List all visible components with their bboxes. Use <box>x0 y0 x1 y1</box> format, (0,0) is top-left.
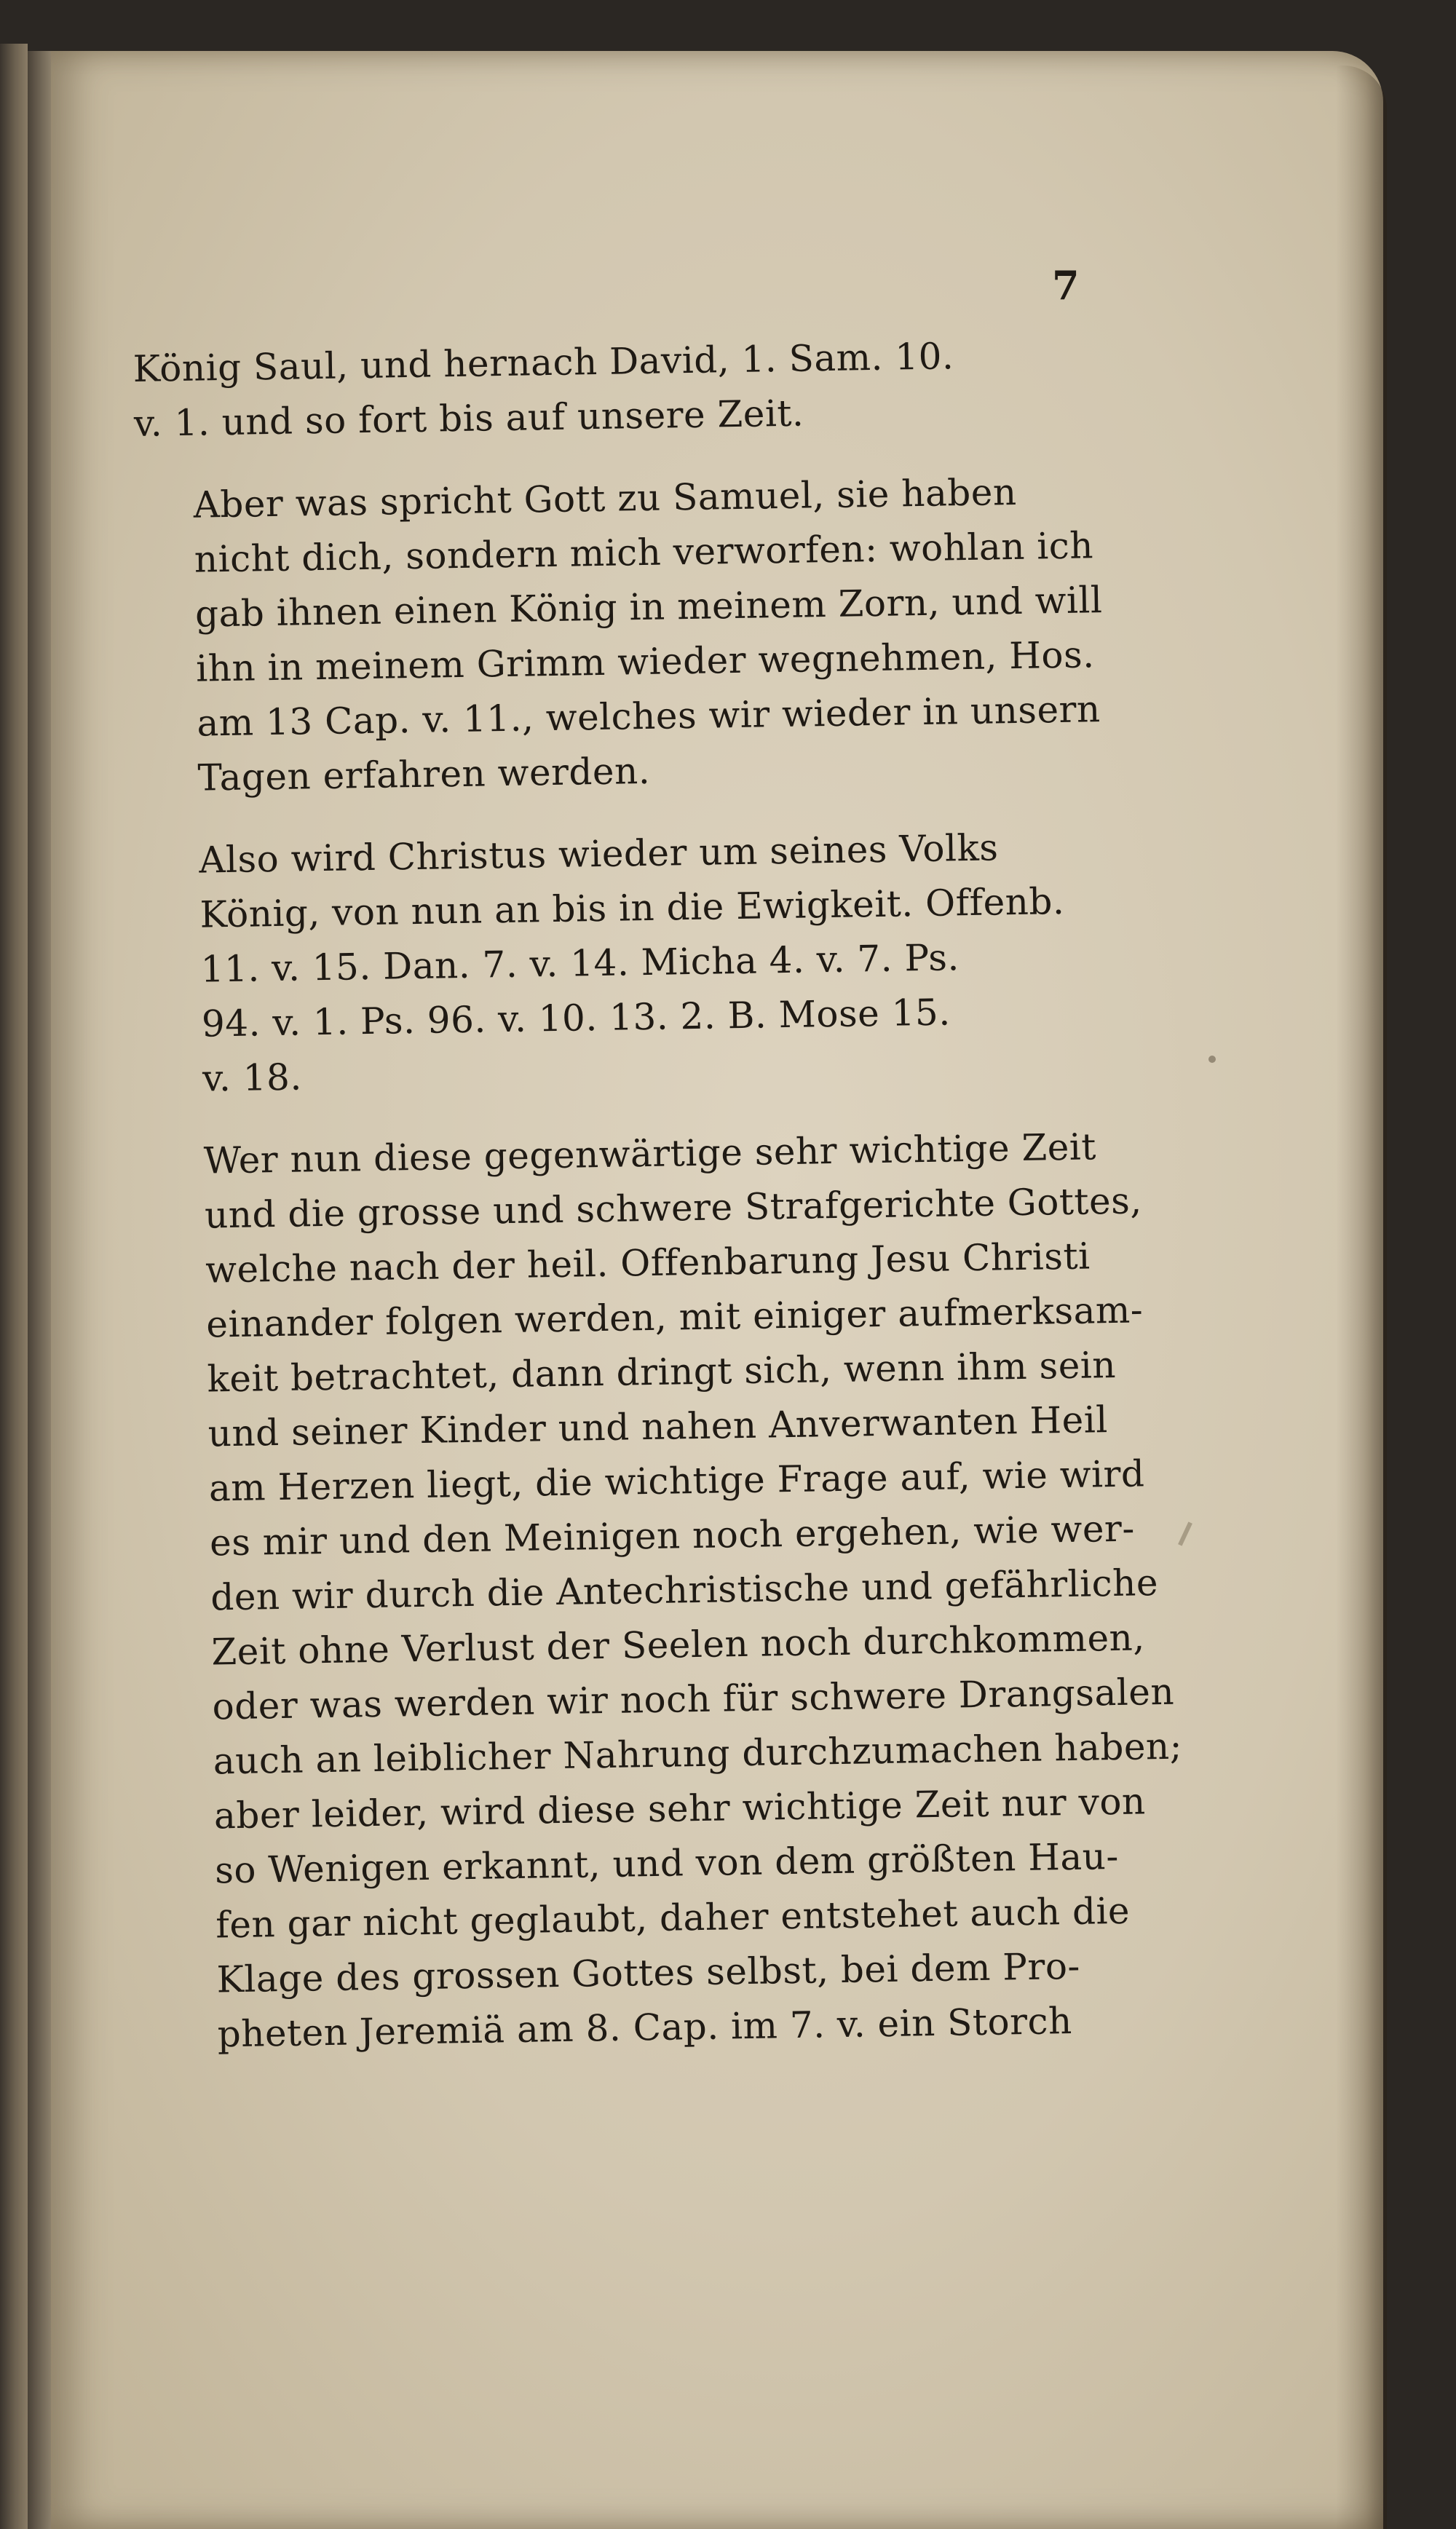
paragraph-3 <box>141 818 1164 1107</box>
page-number: 7 <box>1052 262 1080 309</box>
page-edge-shadow <box>1336 66 1387 2529</box>
text-line: gab ihnen einen König in meinem Zorn, und will <box>194 579 1103 636</box>
text-line: keit betrachtet, dann dringt sich, wenn ihm sein <box>207 1343 1117 1401</box>
text-line: fen gar nicht geglaubt, daher entstehet auch die <box>215 1889 1131 1947</box>
text-line: und die grosse und schwere Strafgerichte Gottes, <box>204 1179 1143 1237</box>
text-line: oder was werden wir noch für schwere Drangsalen <box>212 1670 1175 1728</box>
text-line: v. 1. und so fort bis auf unsere Zeit. <box>133 392 804 445</box>
text-line: Wer nun diese gegenwärtige sehr wichtige Zeit <box>203 1125 1097 1182</box>
text-line: am 13 Cap. v. 11., welches wir wieder in unsern <box>196 688 1101 745</box>
text-line: aber leider, wird diese sehr wichtige Zeit nur von <box>213 1780 1147 1837</box>
text-line: den wir durch die Antechristische und gefährliche <box>210 1562 1159 1619</box>
text-line: ihn in meinem Grimm wieder wegnehmen, Hos. <box>195 633 1095 690</box>
text-line: Zeit ohne Verlust der Seelen noch durchkommen, <box>211 1616 1146 1674</box>
ink-speck <box>1208 1056 1216 1063</box>
text-line: König Saul, und hernach David, 1. Sam. 10. <box>132 335 954 390</box>
text-line: Klage des grossen Gottes selbst, bei dem Pro- <box>216 1944 1081 2001</box>
text-line: Aber was spricht Gott zu Samuel, sie haben <box>193 470 1018 526</box>
text-line: König, von nun an bis in die Ewigkeit. Offenb. <box>199 879 1065 936</box>
text-line: Also wird Christus wieder um seines Volks <box>198 826 999 882</box>
text-line: und seiner Kinder und nahen Anverwanten Heil <box>207 1398 1109 1455</box>
left-page-edge <box>0 44 28 2529</box>
paragraph-1 <box>132 326 1153 451</box>
text-line: 11. v. 15. Dan. 7. v. 14. Micha 4. v. 7. Ps. <box>200 936 960 991</box>
text-line: es mir und den Meinigen noch ergehen, wie wer- <box>209 1507 1136 1564</box>
text-line: pheten Jeremiä am 8. Cap. im 7. v. ein Storch <box>217 2000 1073 2056</box>
text-line: am Herzen liegt, die wichtige Frage auf, wie wird <box>208 1452 1145 1510</box>
text-line: nicht dich, sondern mich verworfen: wohlan ich <box>194 524 1094 581</box>
body-text <box>131 224 1183 2063</box>
text-line: 94. v. 1. Ps. 96. v. 10. 13. 2. B. Mose 15. <box>201 991 951 1045</box>
text-line: so Wenigen erkannt, und von dem größten Hau- <box>214 1835 1120 1892</box>
text-line: Tagen erfahren werden. <box>197 749 651 799</box>
text-line: einander folgen werden, mit einiger aufmerksam- <box>205 1289 1144 1346</box>
paragraph-4 <box>145 1119 1183 2063</box>
text-line: auch an leiblicher Nahrung durchzumachen haben; <box>213 1725 1183 1783</box>
paragraph-2 <box>135 463 1159 807</box>
text-line: welche nach der heil. Offenbarung Jesu Christi <box>205 1235 1091 1291</box>
text-line: v. 18. <box>202 1056 303 1100</box>
